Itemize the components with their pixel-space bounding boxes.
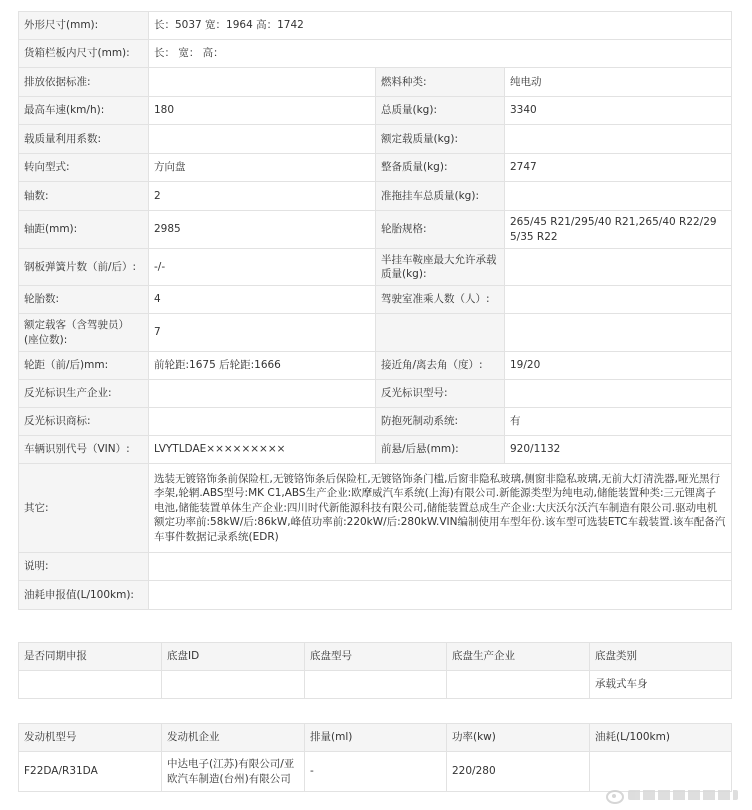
value-note <box>149 553 732 581</box>
spec-value <box>505 380 732 408</box>
spec-label: 前悬/后悬(mm): <box>376 436 505 464</box>
spec-value: 3340 <box>505 97 732 125</box>
value-cargo-box: 长： 宽： 高： <box>149 40 732 68</box>
spec-row <box>19 380 732 408</box>
spec-value: 有 <box>505 408 732 436</box>
spec-label: 驾驶室准乘人数（人）: <box>376 286 505 314</box>
table-cell: 220/280 <box>447 752 590 792</box>
spec-row <box>19 68 732 97</box>
spec-label: 总质量(kg): <box>376 97 505 125</box>
value-dimensions: 长：5037 宽：1964 高：1742 <box>149 12 732 40</box>
column-header: 油耗(L/100km) <box>590 724 732 752</box>
column-header: 底盘型号 <box>305 643 447 671</box>
spec-value <box>505 182 732 211</box>
spec-label: 转向型式: <box>19 154 149 182</box>
spec-label: 燃料种类: <box>376 68 505 97</box>
value-other: 选装无镀铬饰条前保险杠,无镀铬饰条后保险杠,无镀铬饰条门槛,后窗非隐私玻璃,侧窗非隐私玻璃,无前大灯清洗器,哑光黑行李架,轮辋.ABS型号:MK C1,ABS生产企业:欧摩威汽车系统(上海)有限公司.新能源类型为纯电动,储能装置种类:三元锂离子电池,储能装置单体生产企业:四川时代新能源科技有限公司,储能装置总成生产企业:大庆沃尔沃汽车制造有限公司.驱动电机额定功率前:58kW/后:86kW,峰值功率前:220kW/后:280kW.VIN编制使用车型年份.该车型可选装ETC车载装置.该车配备汽车事件数据记录系统(EDR) <box>149 464 732 553</box>
spec-label: 额定载客（含驾驶员）(座位数): <box>19 314 149 352</box>
table-cell: - <box>305 752 447 792</box>
spec-label: 最高车速(km/h): <box>19 97 149 125</box>
spec-label: 轴距(mm): <box>19 211 149 249</box>
table-cell: 中达电子(江苏)有限公司/亚欧汽车制造(台州)有限公司 <box>162 752 305 792</box>
spec-value <box>149 380 376 408</box>
spec-label: 整备质量(kg): <box>376 154 505 182</box>
spec-value <box>149 408 376 436</box>
table-cell <box>305 671 447 699</box>
engine-table <box>18 723 732 792</box>
spec-row <box>19 408 732 436</box>
value-fuel-consumption <box>149 581 732 610</box>
spec-label: 防抱死制动系统: <box>376 408 505 436</box>
spec-value: 19/20 <box>505 352 732 380</box>
spec-label: 额定载质量(kg): <box>376 125 505 154</box>
spec-row <box>19 314 732 352</box>
column-header: 底盘类别 <box>590 643 732 671</box>
column-header: 底盘ID <box>162 643 305 671</box>
column-header: 底盘生产企业 <box>447 643 590 671</box>
spec-value: 前轮距:1675 后轮距:1666 <box>149 352 376 380</box>
chassis-table <box>18 642 732 699</box>
spec-row <box>19 352 732 380</box>
spec-label <box>376 314 505 352</box>
spec-value <box>149 125 376 154</box>
table-cell <box>162 671 305 699</box>
spec-value <box>149 68 376 97</box>
spec-label: 轮距（前/后)mm: <box>19 352 149 380</box>
spec-value <box>505 125 732 154</box>
spec-label: 反光标识商标: <box>19 408 149 436</box>
spec-label: 半挂车鞍座最大允许承载质量(kg): <box>376 249 505 286</box>
spec-row-note <box>19 553 732 581</box>
vehicle-spec-table <box>18 11 732 610</box>
spec-value: LVYTLDAE××××××××× <box>149 436 376 464</box>
spec-row <box>19 97 732 125</box>
column-header: 功率(kw) <box>447 724 590 752</box>
chassis-data-row <box>19 671 732 699</box>
label-note: 说明: <box>19 553 149 581</box>
spec-label: 排放依据标准: <box>19 68 149 97</box>
spec-value: 2747 <box>505 154 732 182</box>
spec-row <box>19 286 732 314</box>
spec-value <box>505 314 732 352</box>
spec-value: 920/1132 <box>505 436 732 464</box>
spec-row <box>19 211 732 249</box>
spec-label: 轴数: <box>19 182 149 211</box>
label-fuel-consumption: 油耗申报值(L/100km): <box>19 581 149 610</box>
spec-value: 2985 <box>149 211 376 249</box>
column-header: 排量(ml) <box>305 724 447 752</box>
watermark-handle <box>628 790 738 800</box>
spec-row-fuel <box>19 581 732 610</box>
spec-row-cargo-box <box>19 40 732 68</box>
spec-row <box>19 125 732 154</box>
spec-row <box>19 436 732 464</box>
spec-row-dimensions <box>19 12 732 40</box>
spec-label: 载质量利用系数: <box>19 125 149 154</box>
table-cell: F22DA/R31DA <box>19 752 162 792</box>
label-other: 其它: <box>19 464 149 553</box>
spec-value: 4 <box>149 286 376 314</box>
label-cargo-box: 货箱栏板内尺寸(mm): <box>19 40 149 68</box>
spec-label: 轮胎数: <box>19 286 149 314</box>
spec-value: 方向盘 <box>149 154 376 182</box>
spec-value <box>505 286 732 314</box>
table-cell <box>447 671 590 699</box>
spec-row <box>19 249 732 286</box>
table-cell: 承载式车身 <box>590 671 732 699</box>
spec-row <box>19 182 732 211</box>
watermark <box>604 784 738 806</box>
spec-row-other <box>19 464 732 553</box>
spec-value: 265/45 R21/295/40 R21,265/40 R22/295/35 R22 <box>505 211 732 249</box>
weibo-logo-icon <box>604 787 624 803</box>
spec-value: 180 <box>149 97 376 125</box>
column-header: 发动机企业 <box>162 724 305 752</box>
table-cell <box>19 671 162 699</box>
spec-label: 轮胎规格: <box>376 211 505 249</box>
column-header: 发动机型号 <box>19 724 162 752</box>
spec-label: 车辆识别代号（VIN）: <box>19 436 149 464</box>
column-header: 是否同期申报 <box>19 643 162 671</box>
chassis-header-row <box>19 643 732 671</box>
spec-value: 7 <box>149 314 376 352</box>
spec-row <box>19 154 732 182</box>
spec-label: 准拖挂车总质量(kg): <box>376 182 505 211</box>
spec-label: 反光标识型号: <box>376 380 505 408</box>
spec-value: 纯电动 <box>505 68 732 97</box>
spec-label: 钢板弹簧片数（前/后）: <box>19 249 149 286</box>
spec-value <box>505 249 732 286</box>
spec-value: 2 <box>149 182 376 211</box>
spec-label: 接近角/离去角（度）: <box>376 352 505 380</box>
spec-label: 反光标识生产企业: <box>19 380 149 408</box>
spec-value: -/- <box>149 249 376 286</box>
label-dimensions: 外形尺寸(mm): <box>19 12 149 40</box>
engine-header-row <box>19 724 732 752</box>
